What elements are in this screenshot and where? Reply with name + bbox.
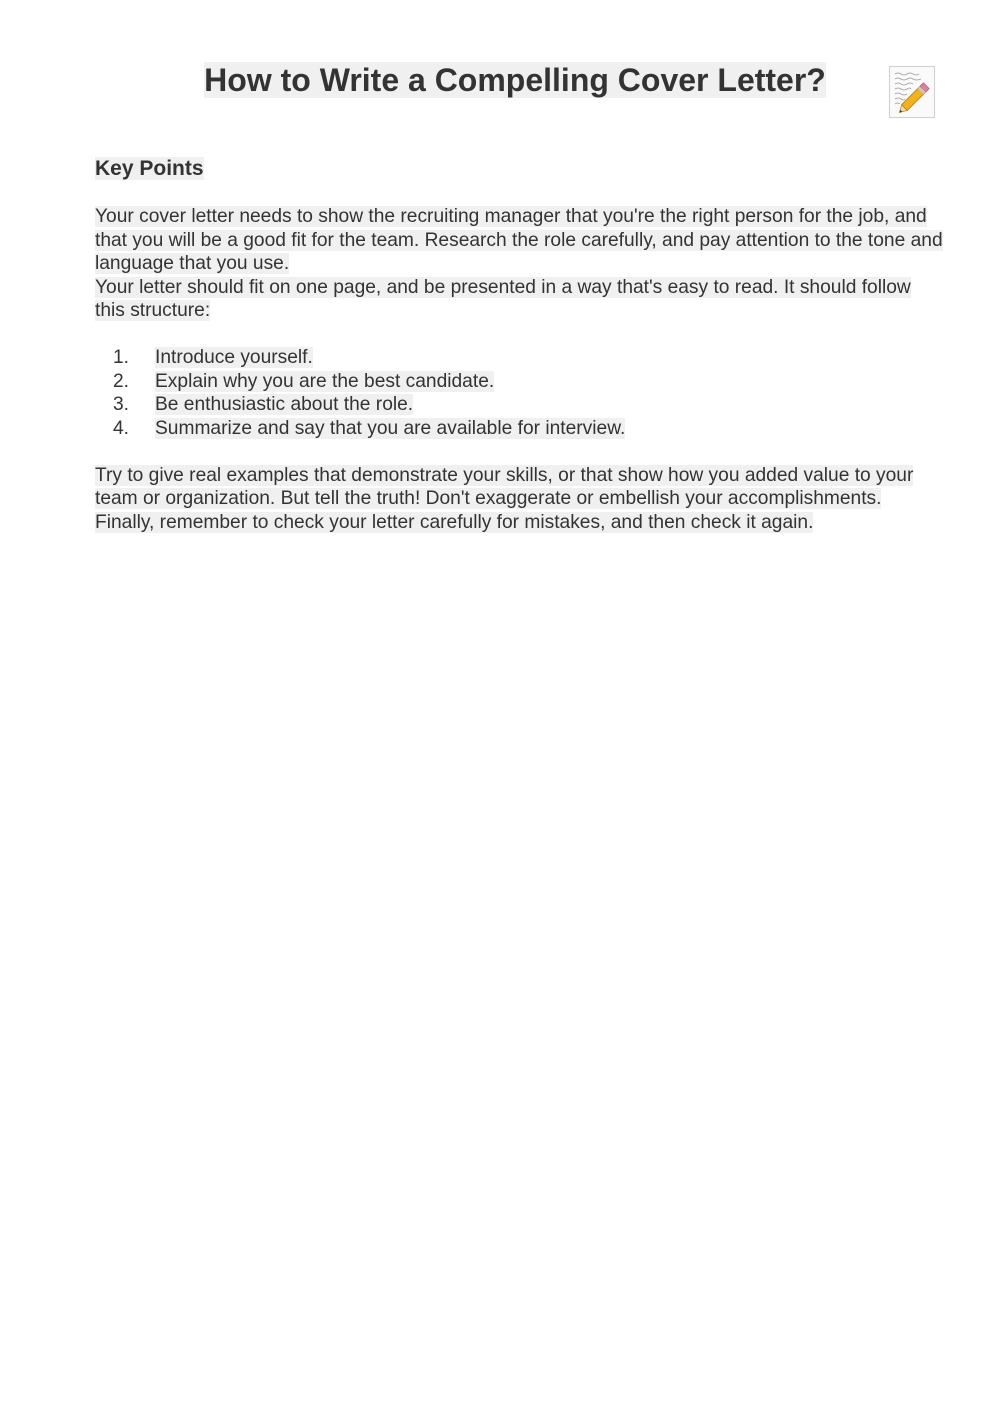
list-item: 1. Introduce yourself. [113, 347, 313, 368]
page-title: How to Write a Compelling Cover Letter? [204, 62, 826, 98]
list-item: 4. Summarize and say that you are available for interview. [113, 417, 626, 439]
closing-paragraph: Try to give real examples that demonstrate your skills, or that show how you added value to your team or organization. But tell the truth! Don't exaggerate or embellish your accomplishments. [95, 464, 914, 509]
structure-list [95, 346, 945, 440]
closing-paragraph: Finally, remember to check your letter carefully for mistakes, and then check it again. [95, 511, 814, 533]
list-item: 3. Be enthusiastic about the role. [113, 394, 414, 415]
document-body [95, 205, 945, 534]
intro-paragraph: Your letter should fit on one page, and be presented in a way that's easy to read. It should follow this structure: [95, 276, 911, 321]
list-item: 2. Explain why you are the best candidate. [113, 370, 495, 392]
section-heading: Key Points [95, 157, 204, 180]
writing-pencil-icon [889, 66, 935, 118]
intro-paragraph: Your cover letter needs to show the recruiting manager that you're the right person for the job, and that you will be a good fit for the team. Research the role carefully, and pay attention to the tone and language that you use. [95, 206, 943, 274]
